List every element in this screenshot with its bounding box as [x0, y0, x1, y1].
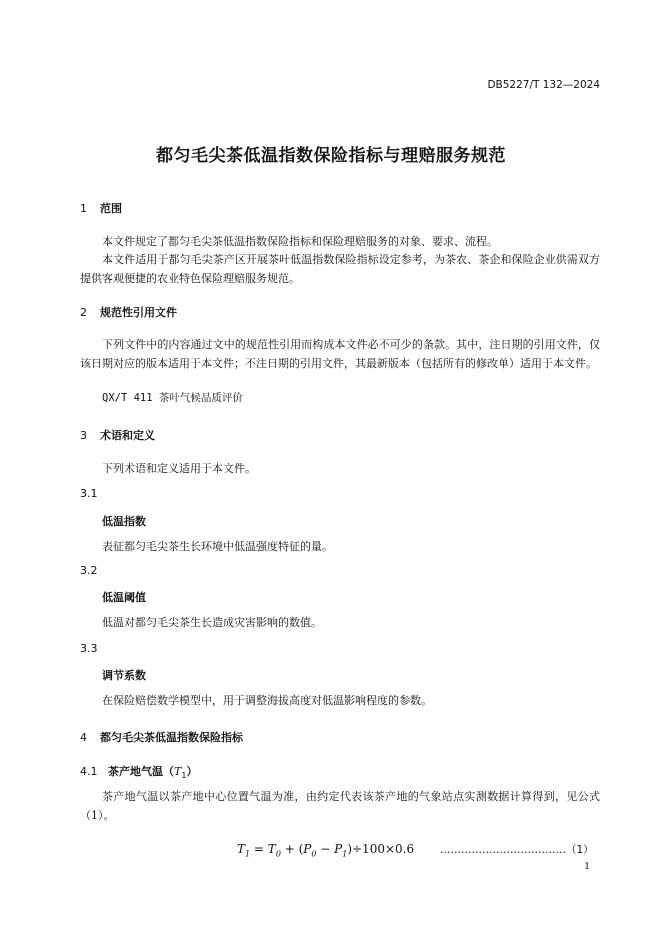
- subsection-title-suffix: ）: [186, 765, 198, 778]
- section-title: 都匀毛尖茶低温指数保险指标: [100, 731, 243, 744]
- subsection-title: 茶产地气温（: [108, 765, 174, 778]
- page-number: 1: [584, 862, 590, 872]
- term-definition: 低温对都匀毛尖茶生长造成灾害影响的数值。: [102, 616, 322, 629]
- term-number: 3.3: [80, 642, 98, 655]
- formula-term: P: [303, 842, 312, 856]
- formula-term-sub: 1: [342, 849, 348, 859]
- paragraph: 下列文件中的内容通过文中的规范性引用而构成本文件必不可少的条款。其中，注日期的引用文件，仅该日期对应的版本适用于本文件；不注日期的引用文件，其最新版本（包括所有的修改单）适用于本文件。: [80, 338, 600, 370]
- symbol-subscript: 1: [181, 771, 187, 781]
- section-title: 范围: [100, 202, 122, 215]
- subsection-number: 4.1: [80, 765, 98, 778]
- section-number: 3: [80, 429, 87, 442]
- reference-item: QX/T 411 茶叶气候品质评价: [102, 392, 243, 404]
- equation-number: （1）: [566, 844, 594, 856]
- subsection-heading-4-1: [80, 763, 197, 780]
- term-number: 3.2: [80, 564, 98, 577]
- formula-lhs-sub: 1: [245, 849, 251, 859]
- term-number: 3.1: [80, 487, 98, 500]
- term-definition: 在保险赔偿数学模型中，用于调整海拔高度对低温影响程度的参数。: [102, 694, 432, 707]
- term-name: 低温阈值: [102, 591, 146, 604]
- formula-tail: ÷100×0.6: [352, 842, 415, 856]
- paragraph: 本文件规定了都匀毛尖茶低温指数保险指标和保险理赔服务的对象、要求、流程。: [102, 235, 498, 248]
- term-definition: 表征都匀毛尖茶生长环境中低温强度特征的量。: [102, 540, 333, 553]
- formula: $T_1 = T_0 + (P_0 - P_1)\div 100\times 0.6$: [237, 842, 415, 859]
- section-number: 1: [80, 202, 87, 215]
- section-number: 2: [80, 306, 87, 319]
- formula-term-sub: 0: [311, 849, 317, 859]
- formula-lhs: T: [237, 842, 246, 856]
- document-number: DB5227/T 132—2024: [487, 79, 600, 91]
- paragraph: 茶产地气温以茶产地中心位置气温为准，由约定代表该茶产地的气象站点实测数据计算得到，见公式（1）。: [80, 790, 600, 822]
- paragraph: 本文件适用于都匀毛尖茶产区开展茶叶低温指数保险指标设定参考，为茶农、茶企和保险企业供需双方提供客观便捷的农业特色保险理赔服务规范。: [80, 253, 600, 285]
- paragraph: 下列术语和定义适用于本文件。: [102, 462, 256, 475]
- section-heading-3: [80, 427, 155, 443]
- term-name: 低温指数: [102, 515, 146, 528]
- section-heading-1: [80, 200, 122, 216]
- document-title: 都匀毛尖茶低温指数保险指标与理赔服务规范: [156, 146, 506, 166]
- formula-term: T: [267, 842, 276, 856]
- symbol: T: [174, 765, 182, 778]
- formula-term: P: [334, 842, 343, 856]
- section-title: 术语和定义: [100, 429, 155, 442]
- section-title: 规范性引用文件: [100, 306, 177, 319]
- section-heading-4: [80, 729, 243, 745]
- leader-dots: ………………………………: [440, 844, 566, 856]
- section-number: 4: [80, 731, 87, 744]
- formula-term-sub: 0: [275, 849, 281, 859]
- section-heading-2: [80, 304, 177, 320]
- equation-leader: [440, 842, 594, 857]
- term-name: 调节系数: [102, 669, 146, 682]
